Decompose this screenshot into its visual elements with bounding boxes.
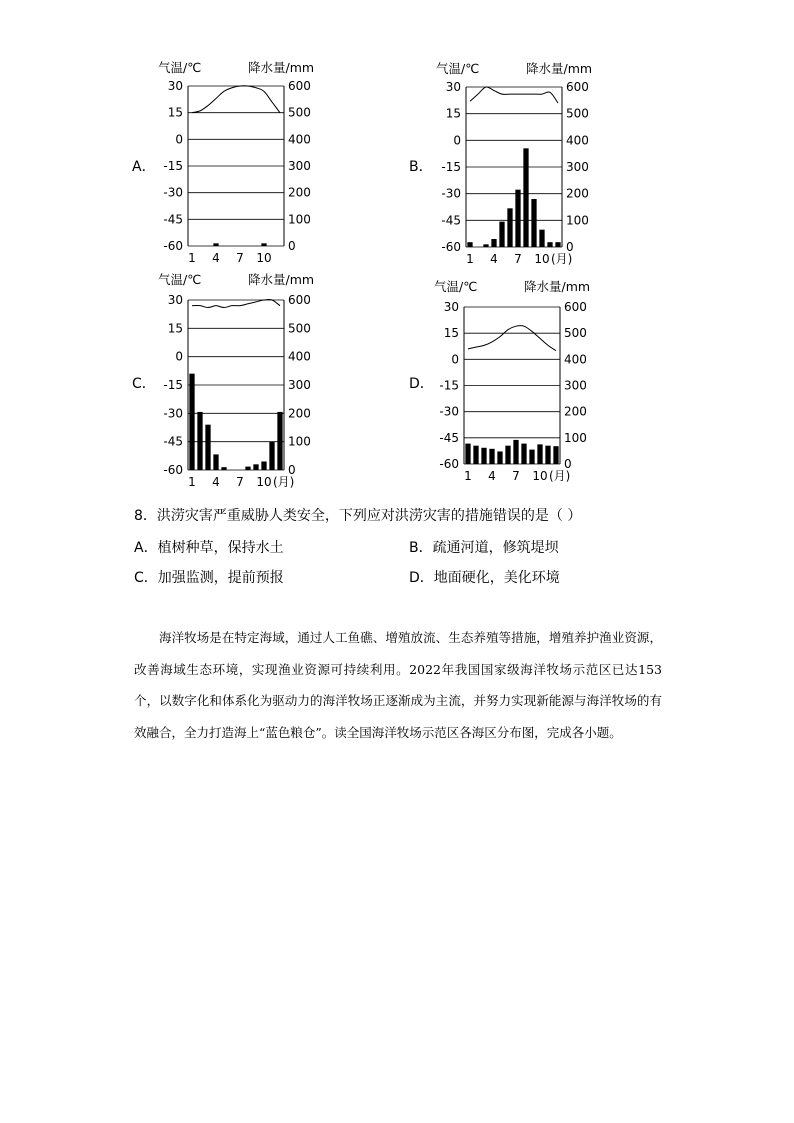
precipitation-bar [521,444,526,464]
temperature-tick-label: -15 [163,378,183,392]
temperature-tick-label: 30 [445,80,461,94]
precipitation-bar [481,448,486,464]
temperature-curve [192,300,280,308]
month-tick-label: 1 [466,252,474,266]
temperature-curve [470,87,558,103]
precipitation-tick-label: 200 [564,404,587,419]
climate-chart-b [428,58,628,273]
chart-d-option-letter: D． [409,376,434,392]
precipitation-bar [555,242,560,247]
precipitation-bar [277,412,282,470]
precipitation-tick-label: 400 [288,132,311,147]
precipitation-tick-label: 0 [566,240,574,254]
month-tick-label: 7 [236,251,244,265]
precipitation-bar [529,450,534,464]
precipitation-bar [483,244,488,247]
precipitation-tick-label: 600 [288,293,311,307]
climate-chart-d [428,277,628,492]
temperature-tick-label: 0 [175,349,183,364]
precipitation-tick-label: 100 [566,213,589,228]
precipitation-bar [465,444,470,464]
precipitation-tick-label: 100 [288,434,311,449]
precipitation-bar [197,412,202,470]
temperature-tick-label: -30 [441,186,461,201]
climate-chart-d-svg [428,277,628,492]
temperature-tick-label: 15 [443,326,459,341]
month-tick-label: 4 [488,469,496,483]
precipitation-axis-label: 降水量/mm [526,61,593,76]
question-8-stem: 8．洪涝灾害严重威胁人类安全，下列应对洪涝灾害的措施错误的是（ ） [134,508,582,524]
precipitation-bar [523,148,528,247]
precipitation-tick-label: 0 [288,463,296,477]
temperature-curve [192,86,280,113]
temperature-tick-label: -15 [439,378,459,393]
month-tick-label: 7 [514,252,522,266]
precipitation-bar [205,425,210,470]
precipitation-axis-label: 降水量/mm [248,272,315,287]
temperature-tick-label: 0 [453,133,461,148]
temperature-tick-label: -60 [439,457,459,471]
precipitation-bar [539,230,544,247]
precipitation-bar [505,446,510,464]
month-unit-label: (月) [549,469,571,483]
precipitation-bar [497,451,502,464]
precipitation-bar [189,374,194,470]
temperature-tick-label: -15 [163,159,183,173]
climate-chart-c [150,270,350,495]
temperature-tick-label: 0 [175,132,183,147]
month-tick-label: 1 [464,469,472,483]
precipitation-bar [261,243,266,246]
precipitation-tick-label: 300 [288,378,311,392]
precipitation-tick-label: 600 [288,79,311,93]
precipitation-bar [489,449,494,464]
precipitation-bar [545,446,550,464]
temperature-tick-label: -15 [441,160,461,174]
precipitation-tick-label: 400 [566,133,589,148]
month-unit-label: (月) [551,252,573,266]
precipitation-tick-label: 400 [564,352,587,367]
month-unit-label: (月) [273,475,295,489]
temperature-tick-label: -45 [441,213,461,228]
climate-chart-b-svg [428,58,628,273]
temperature-tick-label: -30 [163,406,183,421]
precipitation-axis-label: 降水量/mm [524,279,591,294]
precipitation-bar [261,462,266,471]
reading-passage: 海洋牧场是在特定海域，通过人工鱼礁、增殖放流、生态养殖等措施，增殖养护渔业资源，改善海域生态环境，实现渔业资源可持续利用。2022年我国国家级海洋牧场示范区已达153个，以数字化和体系化为驱动力的海洋牧场正逐渐成为主流，并努力实现新能源与海洋牧场的有效融合，全力打造海上“蓝色粮仓”。读全国海洋牧场示范区各海区分布图，完成各小题。 [134,630,662,740]
temperature-tick-label: -45 [439,430,459,445]
precipitation-tick-label: 200 [566,186,589,201]
precipitation-bar [221,467,226,470]
precipitation-bar [473,446,478,464]
temperature-axis-label: 气温/℃ [434,279,478,294]
month-tick-label: 1 [188,475,196,489]
temperature-axis-label: 气温/℃ [158,60,202,75]
precipitation-bar [253,464,258,470]
temperature-tick-label: 30 [443,300,459,314]
temperature-tick-label: 30 [167,293,183,307]
month-tick-label: 1 [188,251,196,265]
month-tick-label: 7 [512,469,520,483]
climate-chart-c-svg [150,270,350,495]
precipitation-bar [507,208,512,247]
precipitation-bar [513,440,518,464]
temperature-axis-label: 气温/℃ [436,61,480,76]
temperature-tick-label: -45 [163,434,183,449]
question-8-option-b: B．疏通河道，修筑堤坝 [409,540,559,556]
temperature-tick-label: -60 [163,463,183,477]
temperature-tick-label: 30 [167,79,183,93]
precipitation-tick-label: 0 [564,457,572,471]
month-tick-label: 10 [534,252,550,266]
precipitation-bar [499,222,504,247]
temperature-tick-label: -30 [163,185,183,200]
month-tick-label: 4 [212,475,220,489]
precipitation-bar [547,242,552,247]
precipitation-bar [553,446,558,464]
temperature-tick-label: -30 [439,404,459,419]
precipitation-bar [213,243,218,246]
precipitation-tick-label: 200 [288,406,311,421]
temperature-tick-label: -60 [441,240,461,254]
precipitation-bar [515,190,520,247]
month-tick-label: 4 [212,251,220,265]
precipitation-tick-label: 300 [564,378,587,393]
precipitation-bar [213,454,218,470]
chart-b-option-letter: B． [409,159,433,175]
precipitation-tick-label: 0 [288,239,296,253]
temperature-tick-label: -45 [163,212,183,227]
temperature-tick-label: 15 [167,321,183,336]
precipitation-tick-label: 500 [288,321,311,336]
precipitation-tick-label: 300 [288,159,311,173]
precipitation-tick-label: 100 [288,212,311,227]
temperature-curve [468,326,556,351]
question-8-option-c: C．加强监测，提前预报 [134,570,284,586]
temperature-tick-label: 0 [451,352,459,367]
precipitation-axis-label: 降水量/mm [248,60,315,75]
temperature-tick-label: -60 [163,239,183,253]
month-tick-label: 4 [490,252,498,266]
precipitation-tick-label: 100 [564,430,587,445]
precipitation-tick-label: 600 [564,300,587,314]
question-8-option-d: D．地面硬化，美化环境 [409,570,560,586]
chart-a-option-letter: A． [132,159,156,175]
question-8-option-a: A．植树种草，保持水土 [134,540,284,556]
climate-chart-a-svg [150,56,350,271]
precipitation-tick-label: 500 [564,326,587,341]
precipitation-bar [269,442,274,470]
month-tick-label: 7 [236,475,244,489]
precipitation-tick-label: 300 [566,160,589,174]
month-tick-label: 10 [256,251,272,265]
month-tick-label: 10 [532,469,548,483]
temperature-tick-label: 15 [445,106,461,121]
chart-c-option-letter: C． [132,376,156,392]
month-tick-label: 10 [256,475,272,489]
precipitation-tick-label: 400 [288,349,311,364]
precipitation-tick-label: 200 [288,185,311,200]
temperature-axis-label: 气温/℃ [158,272,202,287]
precipitation-tick-label: 600 [566,80,589,94]
temperature-tick-label: 15 [167,105,183,120]
precipitation-tick-label: 500 [566,106,589,121]
precipitation-bar [531,199,536,247]
precipitation-bar [537,444,542,464]
precipitation-bar [467,242,472,247]
precipitation-tick-label: 500 [288,105,311,120]
precipitation-bar [491,239,496,247]
precipitation-bar [245,467,250,470]
climate-chart-a [150,56,350,271]
